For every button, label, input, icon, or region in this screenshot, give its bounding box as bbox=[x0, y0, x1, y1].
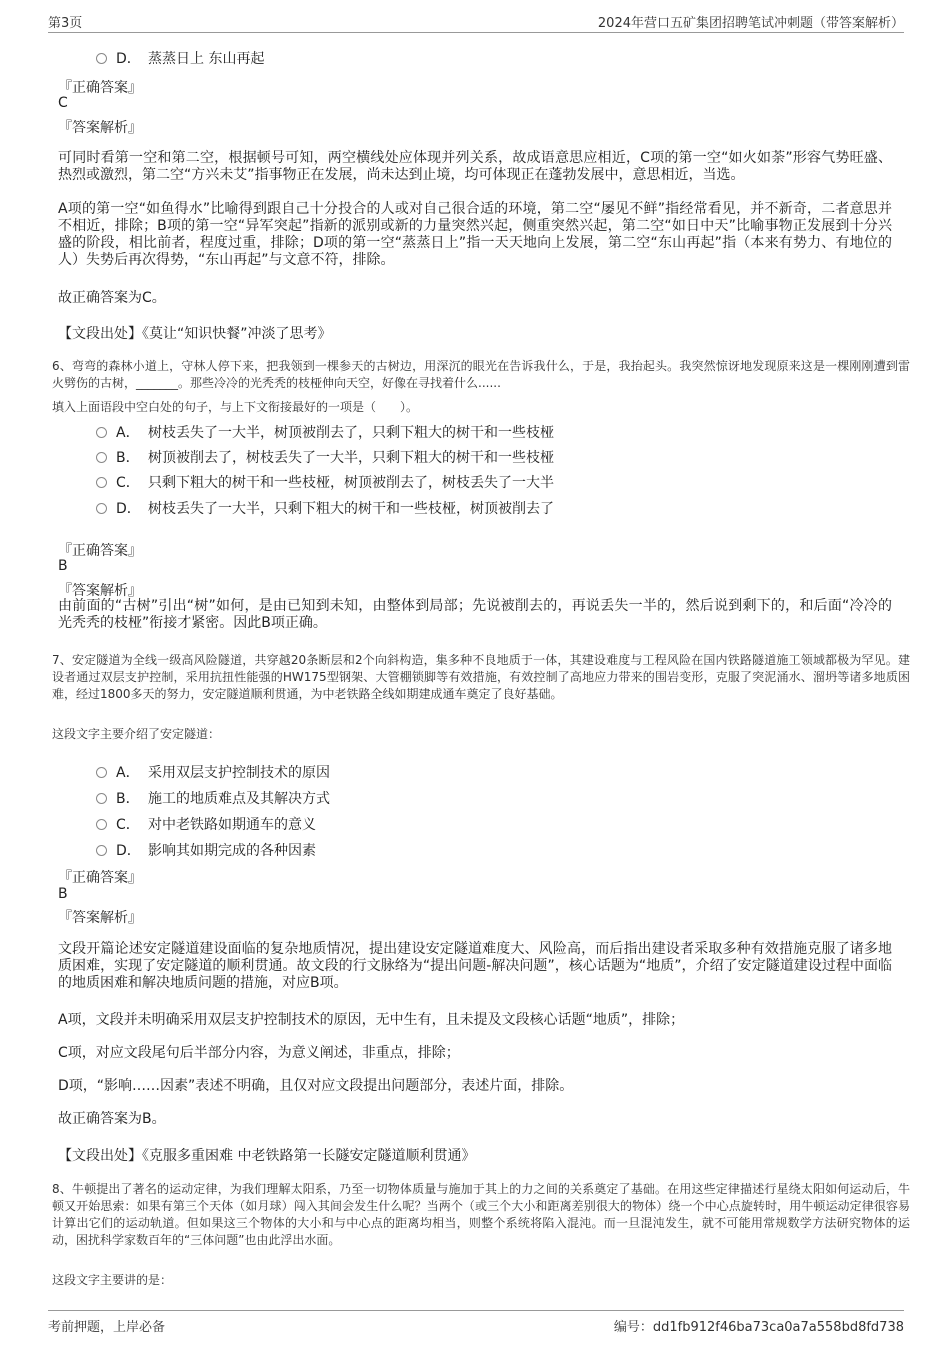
answer-label: 『正确答案』 bbox=[58, 543, 142, 559]
radio-icon[interactable] bbox=[96, 819, 107, 830]
question-prompt: 这段文字主要介绍了安定隧道： bbox=[52, 727, 221, 741]
answer-value: B bbox=[58, 558, 68, 574]
radio-icon[interactable] bbox=[96, 452, 107, 463]
answer-value: B bbox=[58, 886, 68, 902]
page-number: 第3页 bbox=[48, 16, 83, 31]
q7-option-d[interactable]: D． 影响其如期完成的各种因素 bbox=[96, 840, 316, 860]
radio-icon[interactable] bbox=[96, 503, 107, 514]
q7-option-b[interactable]: B． 施工的地质难点及其解决方式 bbox=[96, 788, 330, 808]
radio-icon[interactable] bbox=[96, 767, 107, 778]
analysis-paragraph: D项，“影响……因素”表述不明确，且仅对应文段提出问题部分，表述片面，排除。 bbox=[58, 1078, 574, 1094]
source-citation: 【文段出处】《莫让“知识快餐”冲淡了思考》 bbox=[58, 326, 332, 342]
analysis-conclusion: 故正确答案为B。 bbox=[58, 1111, 166, 1127]
answer-label: 『正确答案』 bbox=[58, 870, 142, 886]
analysis-paragraph: 文段开篇论述安定隧道建设面临的复杂地质情况，提出建设安定隧道难度大、风险高，而后指出建设者采取多种有效措施克服了诸多地质困难，实现了安定隧道的顺利贯通。故文段的行文脉络为“提出问题-解决问题”，核心话题为“地质”，介绍了安定隧道建设过程中面临的地质困难和解决地质问题的措施，对应B项。 bbox=[58, 941, 892, 991]
answer-label: 『正确答案』 bbox=[58, 80, 142, 96]
q7-option-a[interactable]: A． 采用双层支护控制技术的原因 bbox=[96, 762, 330, 782]
source-citation: 【文段出处】《克服多重困难 中老铁路第一长隧安定隧道顺利贯通》 bbox=[58, 1148, 476, 1164]
radio-icon[interactable] bbox=[96, 427, 107, 438]
q5-option-d[interactable]: D． 蒸蒸日上 东山再起 bbox=[96, 48, 264, 68]
analysis-label: 『答案解析』 bbox=[58, 120, 142, 136]
document-serial: 编号：dd1fb912f46ba73ca0a7a558bd8fd738 bbox=[613, 1320, 904, 1335]
analysis-paragraph: C项，对应文段尾句后半部分内容，为意义阐述，非重点，排除； bbox=[58, 1045, 460, 1061]
question-stem: 6、弯弯的森林小道上，守林人停下来，把我领到一棵参天的古树边，用深沉的眼光在告诉我什么，于是，我抬起头。我突然惊讶地发现原来这是一棵刚刚遭到雷火劈伤的古树，_______。那些冷冷的光秃秃的枝桠伸向天空，好像在寻找着什么...... bbox=[52, 359, 910, 390]
radio-icon[interactable] bbox=[96, 793, 107, 804]
radio-icon[interactable] bbox=[96, 845, 107, 856]
q7-option-c[interactable]: C． 对中老铁路如期通车的意义 bbox=[96, 814, 316, 834]
page-header bbox=[48, 12, 904, 33]
question-prompt: 这段文字主要讲的是： bbox=[52, 1273, 173, 1287]
radio-icon[interactable] bbox=[96, 53, 107, 64]
question-stem: 7、安定隧道为全线一级高风险隧道，共穿越20条断层和2个向斜构造，集多种不良地质于一体，其建设难度与工程风险在国内铁路隧道施工领域都极为罕见。建设者通过双层支护控制，采用抗扭性能强的HW175型钢架、大管棚锁脚等有效措施，有效控制了高地应力带来的围岩变形，克服了突泥涌水、溜坍等诸多地质困难，经过1800多天的努力，安定隧道顺利贯通，为中老铁路全线如期建成通车奠定了良好基础。 bbox=[52, 653, 910, 701]
question-prompt: 填入上面语段中空白处的句子，与上下文衔接最好的一项是（ ）。 bbox=[52, 400, 419, 414]
q6-option-d[interactable]: D． 树枝丢失了一大半，只剩下粗大的树干和一些枝桠，树顶被削去了 bbox=[96, 498, 554, 518]
footer-slogan: 考前押题，上岸必备 bbox=[48, 1320, 166, 1335]
analysis-paragraph: 可同时看第一空和第二空，根据顿号可知，两空横线处应体现并列关系，故成语意思应相近，C项的第一空“如火如荼”形容气势旺盛、热烈或激烈，第二空“方兴未艾”指事物正在发展，尚未达到止境，均可体现正在蓬勃发展中，意思相近，当选。 bbox=[58, 150, 892, 183]
analysis-paragraph: A项，文段并未明确采用双层支护控制技术的原因，无中生有，且未提及文段核心话题“地质”，排除； bbox=[58, 1012, 685, 1028]
analysis-conclusion: 故正确答案为C。 bbox=[58, 290, 166, 306]
analysis-paragraph: A项的第一空“如鱼得水”比喻得到跟自己十分投合的人或对自己很合适的环境，第二空“屡见不鲜”指经常看见，并不新奇，二者意思并不相近，排除；B项的第一空“异军突起”指新的派别或新的力量突然兴起，侧重突然兴起，第二空“如日中天”比喻事物正发展到十分兴盛的阶段，相比前者，程度过重，排除；D项的第一空“蒸蒸日上”指一天天地向上发展，第二空“东山再起”指（本来有势力、有地位的人）失势后再次得势，“东山再起”与文意不符，排除。 bbox=[58, 201, 892, 268]
question-stem: 8、牛顿提出了著名的运动定律，为我们理解太阳系，乃至一切物体质量与施加于其上的力之间的关系奠定了基础。在用这些定律描述行星绕太阳如何运动后，牛顿又开始思索：如果有第三个天体（如月球）闯入其间会发生什么呢？当两个（或三个大小和距离差别很大的物体）绕一个中心点旋转时，用牛顿运动定律很容易计算出它们的运动轨道。但如果这三个物体的大小和与中心点的距离均相当，则整个系统将陷入混沌。而一旦混沌发生，就不可能用常规数学方法研究物体的运动，困扰科学家数百年的“三体问题”也由此浮出水面。 bbox=[52, 1182, 910, 1247]
page-footer bbox=[48, 1310, 904, 1333]
radio-icon[interactable] bbox=[96, 477, 107, 488]
analysis-label: 『答案解析』 bbox=[58, 583, 142, 599]
analysis-paragraph: 由前面的“古树”引出“树”如何，是由已知到未知，由整体到局部；先说被削去的，再说丢失一半的，然后说到剩下的，和后面“冷冷的光秃秃的枝桠”衔接才紧密。因此B项正确。 bbox=[58, 598, 892, 631]
q6-option-b[interactable]: B． 树顶被削去了，树枝丢失了一大半，只剩下粗大的树干和一些枝桠 bbox=[96, 447, 554, 467]
document-title: 2024年营口五矿集团招聘笔试冲刺题（带答案解析） bbox=[597, 16, 904, 31]
q6-option-c[interactable]: C． 只剩下粗大的树干和一些枝桠，树顶被削去了，树枝丢失了一大半 bbox=[96, 472, 554, 492]
answer-value: C bbox=[58, 95, 68, 111]
analysis-label: 『答案解析』 bbox=[58, 910, 142, 926]
q6-option-a[interactable]: A． 树枝丢失了一大半，树顶被削去了，只剩下粗大的树干和一些枝桠 bbox=[96, 422, 554, 442]
